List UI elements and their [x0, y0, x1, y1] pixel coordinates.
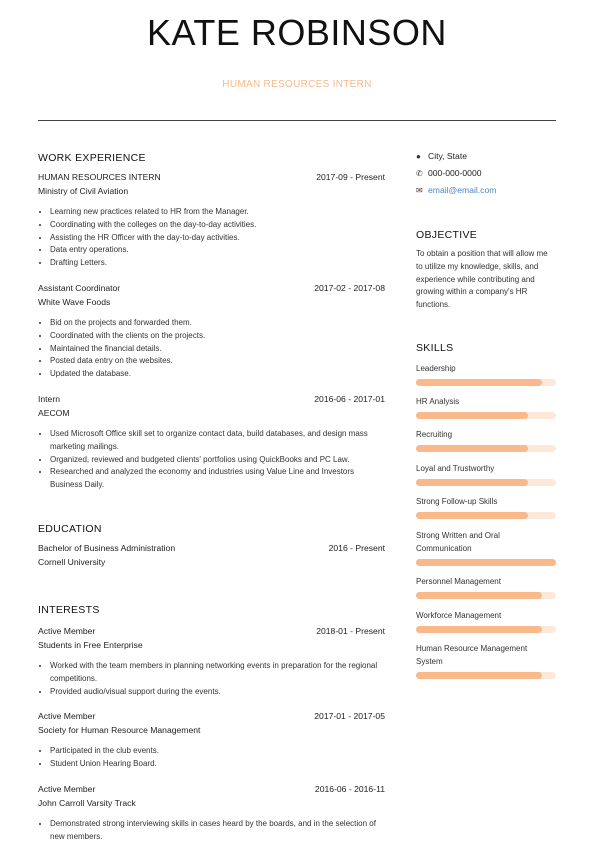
skill-name: Recruiting — [416, 430, 453, 439]
entry-dates: 2016 - Present — [328, 543, 385, 553]
candidate-name: KATE ROBINSON — [147, 12, 447, 53]
bullet-item: • Data entry operations. — [50, 244, 385, 257]
job-title: HUMAN RESOURCES INTERN — [222, 79, 372, 90]
contact-location: ● City, State — [416, 151, 468, 161]
skill-level-bar — [416, 479, 556, 486]
entry-header — [38, 394, 385, 408]
skill-name: Loyal and Trustworthy — [416, 464, 495, 473]
objective-heading: OBJECTIVE — [416, 229, 478, 241]
entry-title: HUMAN RESOURCES INTERN — [38, 172, 161, 182]
entry-bullets — [38, 206, 385, 270]
entry-dates: 2017-09 - Present — [316, 172, 385, 182]
skill-name: HR Analysis — [416, 397, 460, 406]
bullet-item: • Used Microsoft Office skill set to organize contact data, build databases, and design mass marketing mailings. — [50, 428, 385, 454]
entry-header — [38, 784, 385, 798]
skill-level-bar — [416, 626, 556, 633]
entry-header — [38, 711, 385, 725]
skill-item — [416, 396, 556, 409]
bullet-item: • Coordinated with the clients on the projects. — [50, 330, 385, 343]
skill-name: Human Resource Management System — [416, 644, 528, 666]
phone-icon: ✆ — [416, 169, 423, 178]
entry-bullets — [38, 660, 385, 698]
bullet-item: • Bid on the projects and forwarded them. — [50, 317, 385, 330]
education-heading: EDUCATION — [38, 523, 102, 535]
skills-heading: SKILLS — [416, 342, 454, 354]
entry-header — [38, 543, 385, 557]
entry-bullets — [38, 317, 385, 381]
bullet-item: • Provided audio/visual support during the events. — [50, 686, 385, 699]
skill-level-fill — [416, 626, 542, 633]
entry-bullets — [38, 745, 385, 771]
skill-name: Strong Follow-up Skills — [416, 497, 498, 506]
bullet-item: • Drafting Letters. — [50, 257, 385, 270]
email-link[interactable]: email@email.com — [428, 185, 497, 195]
entry-header — [38, 283, 385, 297]
skill-level-fill — [416, 512, 528, 519]
skill-item — [416, 429, 556, 442]
entry-bullets — [38, 428, 385, 492]
bullet-item: • Learning new practices related to HR from the Manager. — [50, 206, 385, 219]
objective-text: To obtain a position that will allow me to utilize my knowledge, skills, and experience while contributing and growing within a company's HR functions. — [416, 249, 548, 310]
skill-level-fill — [416, 379, 542, 386]
entry-dates: 2016-06 - 2017-01 — [314, 394, 385, 404]
entry-title: Active Member — [38, 711, 96, 721]
bullet-item: • Updated the database. — [50, 368, 385, 381]
header-divider — [38, 120, 556, 121]
entry-dates: 2017-01 - 2017-05 — [314, 711, 385, 721]
entry-organization: Ministry of Civil Aviation — [38, 186, 129, 196]
skill-level-bar — [416, 559, 556, 566]
entry-header — [38, 626, 385, 640]
work-heading: WORK EXPERIENCE — [38, 152, 146, 164]
skill-name: Personnel Management — [416, 577, 501, 586]
bullet-item: • Demonstrated strong interviewing skills in cases heard by the boards, and in the selection of new members. — [50, 818, 385, 844]
interests-heading: INTERESTS — [38, 604, 100, 616]
bullet-item: • Maintained the financial details. — [50, 343, 385, 356]
skill-item — [416, 610, 556, 623]
entry-organization: John Carroll Varsity Track — [38, 798, 136, 808]
skill-level-fill — [416, 592, 542, 599]
skill-name: Strong Written and Oral Communication — [416, 531, 500, 553]
entry-organization: Students in Free Enterprise — [38, 640, 143, 650]
work-entry — [38, 172, 385, 270]
entry-title: Active Member — [38, 626, 96, 636]
interests-entry — [38, 626, 385, 698]
work-entry — [38, 394, 385, 492]
skill-level-bar — [416, 412, 556, 419]
skill-level-bar — [416, 672, 556, 679]
skill-item — [416, 463, 556, 476]
entry-title: Intern — [38, 394, 60, 404]
entry-title: Active Member — [38, 784, 96, 794]
bullet-item: • Participated in the club events. — [50, 745, 385, 758]
entry-organization: White Wave Foods — [38, 297, 111, 307]
bullet-item: • Researched and analyzed the economy and industries using Value Line and Investors Business Daily. — [50, 466, 385, 492]
skill-level-bar — [416, 445, 556, 452]
skill-name: Leadership — [416, 364, 456, 373]
interests-entry — [38, 784, 385, 844]
skill-level-fill — [416, 672, 542, 679]
entry-organization: Cornell University — [38, 557, 106, 567]
entry-organization: AECOM — [38, 408, 70, 418]
skill-item — [416, 576, 556, 589]
skill-level-fill — [416, 479, 528, 486]
envelope-icon: ✉ — [416, 186, 423, 195]
location-pin-icon: ● — [416, 152, 421, 161]
bullet-item: • Assisting the HR Officer with the day-to-day activities. — [50, 232, 385, 245]
skill-item — [416, 643, 556, 669]
skill-item — [416, 363, 556, 376]
entry-organization: Society for Human Resource Management — [38, 725, 201, 735]
entry-dates: 2018-01 - Present — [316, 626, 385, 636]
contact-email[interactable] — [416, 185, 496, 197]
interests-entry — [38, 711, 385, 771]
bullet-item: • Organized, reviewed and budgeted clients' portfolios using QuickBooks and PC Law. — [50, 454, 385, 467]
bullet-item: • Posted data entry on the websites. — [50, 355, 385, 368]
entry-bullets — [38, 818, 385, 844]
skill-item — [416, 530, 556, 556]
entry-dates: 2016-06 - 2016-11 — [314, 784, 385, 794]
bullet-item: • Coordinating with the colleges on the day-to-day activities. — [50, 219, 385, 232]
skill-name: Workforce Management — [416, 611, 502, 620]
skill-level-bar — [416, 592, 556, 599]
contact-phone: ✆ 000-000-0000 — [416, 168, 482, 178]
entry-header — [38, 172, 385, 186]
skill-level-fill — [416, 445, 528, 452]
entry-dates: 2017-02 - 2017-08 — [314, 283, 385, 293]
skill-level-fill — [416, 412, 528, 419]
bullet-item: • Worked with the team members in planning networking events in preparation for the regional competitions. — [50, 660, 385, 686]
education-entry — [38, 543, 385, 571]
entry-title: Assistant Coordinator — [38, 283, 121, 293]
skill-level-fill — [416, 559, 556, 566]
skill-level-bar — [416, 379, 556, 386]
skill-level-bar — [416, 512, 556, 519]
skill-item — [416, 496, 556, 509]
entry-title: Bachelor of Business Administration — [38, 543, 176, 553]
bullet-item: • Student Union Hearing Board. — [50, 758, 385, 771]
work-entry — [38, 283, 385, 381]
